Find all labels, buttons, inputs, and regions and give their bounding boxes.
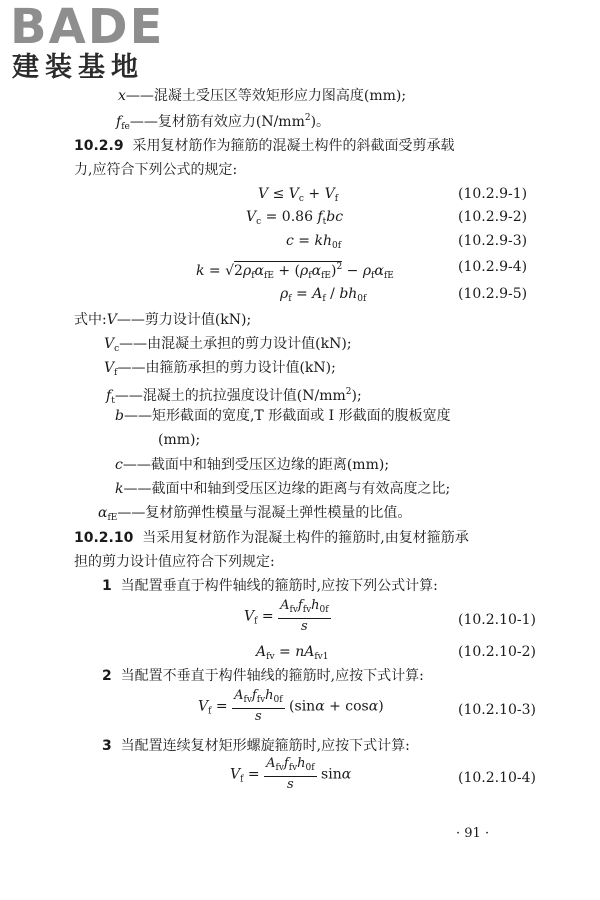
item-1: 1 当配置垂直于构件轴线的箍筋时,应按下列公式计算: [102, 578, 438, 594]
item-3: 3 当配置连续复材矩形螺旋箍筋时,应按下式计算: [102, 738, 410, 754]
where-c: c——截面中和轴到受压区边缘的距离(mm); [115, 457, 390, 473]
section-10-2-10-heading: 10.2.10 当采用复材筋作为混凝土构件的箍筋时,由复材箍筋承 [74, 530, 469, 546]
equation-tag: (10.2.9-5) [458, 286, 528, 302]
where-v: 式中:V——剪力设计值(kN); [74, 312, 252, 328]
definition-ffe: $f_{fe}——$复材筋有效应力$(N/mm^2)$。 [116, 113, 331, 132]
logo-wordmark: BADE [10, 0, 165, 55]
definition-x: x——混凝土受压区等效矩形应力图高度(mm); [118, 88, 407, 104]
bade-logo [10, 0, 175, 85]
page-number: · 91 · [456, 826, 490, 841]
where-alpha: $\alpha_{fE}——$复材筋弹性模量与混凝土弹性模量的比值。 [98, 505, 412, 523]
equation-10-2-10-3: $V_f$ = $\frac{A_{fv}f_{fv}h_{0f}}{s}$ (sinα + cosα) [198, 688, 384, 724]
equation-tag: (10.2.9-1) [458, 186, 528, 202]
section-10-2-9-heading: 10.2.9 采用复材筋作为箍筋的混凝土构件的斜截面受剪承载 [74, 138, 455, 154]
equation-tag: (10.2.10-1) [458, 612, 536, 628]
equation-tag: (10.2.9-3) [458, 233, 528, 249]
item-2: 2 当配置不垂直于构件轴线的箍筋时,应按下式计算: [102, 668, 424, 684]
equation-tag: (10.2.10-2) [458, 644, 536, 660]
logo-subtitle: 建装基地 [12, 52, 144, 83]
where-ft: $f_t——$混凝土的抗拉强度设计值$(N/mm^2)$; [106, 387, 362, 406]
equation-10-2-9-4: $k = √2\rho_f\alpha_{fE} + (\rho_f\alpha_{fE})^2 - \rho_f\alpha_{fE}$ [196, 262, 394, 281]
section-10-2-9-text: 力,应符合下列公式的规定: [74, 162, 238, 178]
equation-tag: (10.2.10-3) [458, 702, 536, 718]
equation-10-2-9-3: $c = kh_{0f}$ [286, 233, 342, 251]
equation-tag: (10.2.10-4) [458, 770, 536, 786]
where-k: k——截面中和轴到受压区边缘的距离与有效高度之比; [115, 481, 451, 497]
equation-10-2-10-1: $V_f$ = $\frac{A_{fv}f_{fv}h_{0f}}{s}$ [244, 598, 329, 634]
equation-tag: (10.2.9-2) [458, 209, 528, 225]
equation-10-2-9-2: $V_c = 0.86$ $f_tbc$ [246, 209, 344, 227]
where-b-cont: (mm); [158, 432, 201, 448]
section-10-2-10-text: 担的剪力设计值应符合下列规定: [74, 554, 275, 570]
equation-tag: (10.2.9-4) [458, 259, 528, 275]
where-vf: $V_f——$由箍筋承担的剪力设计值(kN); [104, 360, 336, 378]
equation-10-2-10-4: $V_f$ = $\frac{A_{fv}f_{fv}h_{0f}}{s}$ sinα [230, 756, 352, 792]
equation-10-2-9-1: $V \le V_c + V_f$ [258, 186, 339, 204]
equation-10-2-10-2: $A_{fv} = nA_{fv1}$ [256, 644, 329, 662]
where-b: b——矩形截面的宽度,T 形截面或 I 形截面的腹板宽度 [115, 408, 451, 424]
where-vc: $V_c——$由混凝土承担的剪力设计值(kN); [104, 336, 352, 354]
equation-10-2-9-5: $\rho_f = A_f / bh_{0f}$ [280, 286, 367, 304]
